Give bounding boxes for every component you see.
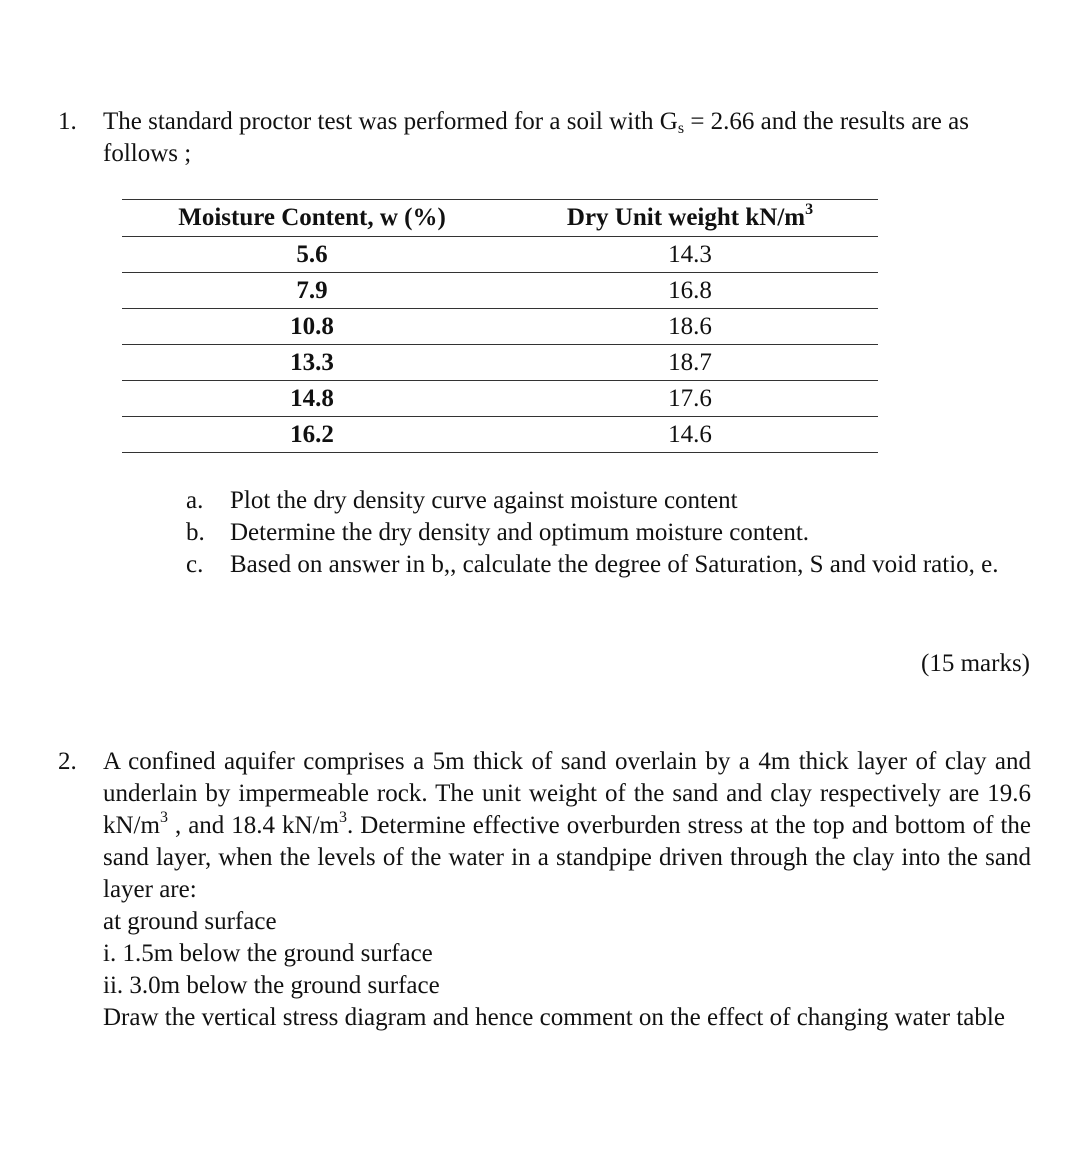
subpart-letter: b. [186, 519, 205, 546]
moisture-cell: 14.8 [122, 381, 502, 417]
table-row [122, 345, 878, 381]
subpart-letter: a. [186, 487, 204, 514]
dry-unit-weight-cell: 14.3 [502, 237, 878, 273]
table-header-row [122, 200, 878, 237]
subpart-text: Based on answer in b,, calculate the degree of Saturation, S and void ratio, e. [230, 551, 999, 578]
subpart-c [186, 549, 1026, 581]
table-row [122, 381, 878, 417]
q1-intro-subscript: s [677, 120, 685, 137]
q2-para-c: . Determine effective overburden stress at the top and bottom of the sand layer, when the levels of the water in a standpipe driven through the clay into the sand layer are: [103, 812, 1031, 903]
q2-superscript-2: 3 [339, 809, 348, 826]
question-1-marks: (15 marks) [921, 650, 1030, 677]
moisture-cell: 7.9 [122, 273, 502, 309]
table-row [122, 309, 878, 345]
moisture-cell: 13.3 [122, 345, 502, 381]
dry-unit-weight-cell: 16.8 [502, 273, 878, 309]
question-1-subparts [186, 485, 1026, 581]
q2-para-b: , and 18.4 kN/m [167, 812, 340, 839]
subpart-text: Determine the dry density and optimum moisture content. [230, 519, 810, 546]
dry-unit-weight-cell: 18.6 [502, 309, 878, 345]
q2-closing-instruction: Draw the vertical stress diagram and hence comment on the effect of changing water table [103, 1004, 1005, 1031]
question-1-number: 1. [58, 108, 77, 135]
moisture-content-header: Moisture Content, w (%) [122, 200, 502, 237]
dry-unit-weight-header-text: Dry Unit weight kN/m [566, 204, 806, 231]
proctor-results-table [122, 199, 878, 453]
q2-para-a: A confined aquifer comprises a 5m thick of sand overlain by a 4m thick layer of clay and underlain by impermeable rock. The unit weight of the sand and clay respectively are 19.6 kN/m [103, 748, 1031, 839]
q1-intro-part1: The standard proctor test was performed for a soil with G [103, 108, 678, 135]
dry-unit-weight-cell: 18.7 [502, 345, 878, 381]
moisture-cell: 10.8 [122, 309, 502, 345]
question-2-number: 2. [58, 748, 77, 775]
dry-unit-weight-header-exponent: 3 [805, 201, 814, 218]
q2-case-i: i. 1.5m below the ground surface [103, 940, 433, 967]
q2-case-ii: ii. 3.0m below the ground surface [103, 972, 440, 999]
question-2-paragraph [103, 746, 1031, 906]
q2-case-ground-surface: at ground surface [103, 908, 277, 935]
subpart-a [186, 485, 1026, 517]
subpart-letter: c. [186, 551, 204, 578]
q1-intro-part2: = 2.66 and the results are as follows ; [103, 108, 969, 167]
table-row [122, 237, 878, 273]
table-row [122, 417, 878, 453]
dry-unit-weight-cell: 14.6 [502, 417, 878, 453]
dry-unit-weight-cell: 17.6 [502, 381, 878, 417]
question-1-intro [103, 106, 1033, 170]
subpart-text: Plot the dry density curve against moisture content [230, 487, 738, 514]
subpart-b [186, 517, 1026, 549]
question-2-body [103, 746, 1031, 1034]
moisture-cell: 16.2 [122, 417, 502, 453]
dry-unit-weight-header [502, 200, 878, 237]
table-row [122, 273, 878, 309]
moisture-cell: 5.6 [122, 237, 502, 273]
q2-superscript-1: 3 [159, 809, 168, 826]
